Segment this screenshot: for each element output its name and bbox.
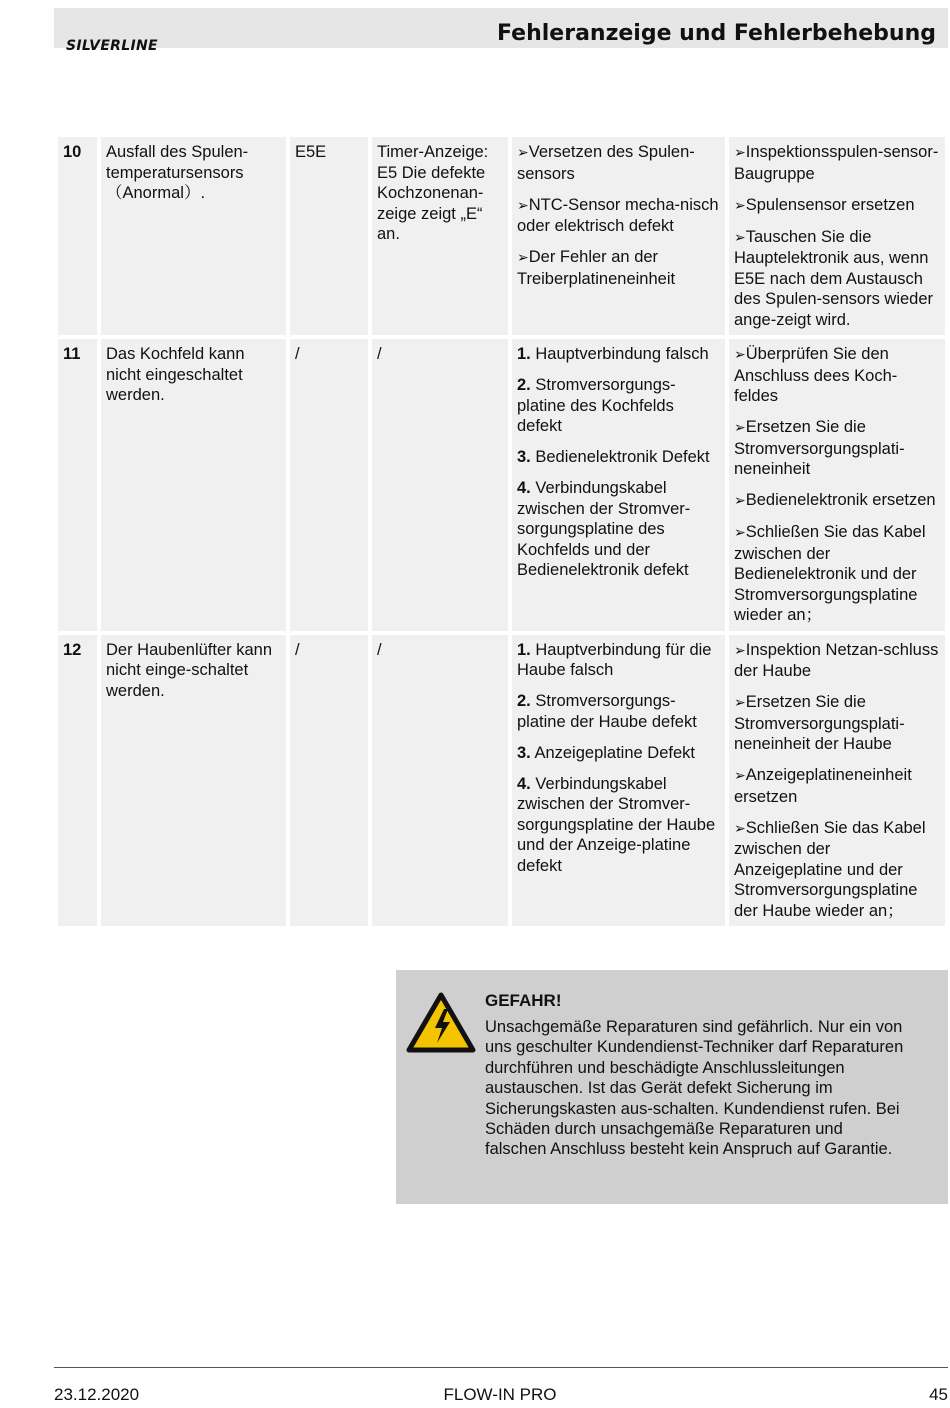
- table-row: [58, 339, 945, 631]
- solution-item: [734, 692, 941, 755]
- cause-item: [517, 774, 721, 877]
- arrow-bullet-icon: ➢: [734, 642, 746, 659]
- error-code: /: [290, 339, 368, 631]
- page-title: Fehleranzeige und Fehlerbehebung: [497, 21, 936, 46]
- cause-item: [517, 375, 721, 437]
- arrow-bullet-icon: ➢: [734, 493, 746, 509]
- arrow-bullet-icon: ➢: [517, 250, 529, 266]
- row-number: 11: [58, 339, 97, 631]
- possible-causes: [512, 339, 725, 631]
- cause-item: [517, 142, 721, 184]
- item-text: Inspektionsspulen-sensor-Baugruppe: [734, 143, 939, 183]
- table-row: [58, 635, 945, 927]
- item-text: Stromversorgungs-platine des Kochfelds defekt: [517, 376, 676, 435]
- fault-description: Ausfall des Spulen-temperatursensors （Anormal）.: [101, 137, 286, 335]
- error-code: E5E: [290, 137, 368, 335]
- item-text: Bedienelektronik Defekt: [535, 448, 710, 466]
- cause-item: [517, 478, 721, 581]
- item-text: Versetzen des Spulen-sensors: [517, 143, 695, 183]
- display-indication: Timer-Anzeige: E5 Die defekte Kochzonenan-zeige zeigt „E“ an.: [372, 137, 508, 335]
- possible-causes: [512, 635, 725, 927]
- possible-causes: [512, 137, 725, 335]
- brand-logo: SILVERLINE: [66, 38, 158, 54]
- arrow-bullet-icon: ➢: [517, 145, 529, 161]
- footer-divider: [54, 1367, 948, 1368]
- item-text: Anzeigeplatineneinheit ersetzen: [734, 766, 912, 806]
- fault-table: [54, 133, 949, 930]
- display-indication: /: [372, 339, 508, 631]
- fault-table-body: [58, 137, 945, 926]
- solution-item: [734, 142, 941, 184]
- danger-title: GEFAHR!: [485, 991, 562, 1010]
- arrow-bullet-icon: ➢: [734, 820, 746, 837]
- arrow-bullet-icon: ➢: [734, 420, 746, 436]
- cause-item: [517, 691, 721, 732]
- item-number: 1.: [517, 345, 531, 363]
- arrow-bullet-icon: ➢: [517, 197, 529, 214]
- item-text: Spulensensor ersetzen: [745, 195, 915, 214]
- cause-item: [517, 195, 721, 237]
- item-text: Anzeigeplatine Defekt: [534, 743, 695, 762]
- page-number: 45: [929, 1385, 948, 1404]
- cause-item: [517, 743, 721, 764]
- row-number: 10: [58, 137, 97, 335]
- item-text: Der Fehler an der Treiberplatineneinheit: [517, 248, 676, 288]
- table-row: [58, 137, 945, 335]
- fault-description: Das Kochfeld kann nicht eingeschaltet werden.: [101, 339, 286, 631]
- header-bar: [54, 8, 948, 48]
- item-text: Verbindungskabel zwischen der Stromver-sorgungsplatine der Haube und der Anzeige-platine defekt: [517, 774, 716, 875]
- item-text: Inspektion Netzan-schluss der Haube: [734, 640, 939, 680]
- item-text: Schließen Sie das Kabel zwischen der Anzeigeplatine und der Stromversorgungsplatine der Haube wieder an；: [734, 818, 926, 920]
- item-number: 4.: [517, 774, 531, 793]
- item-text: Hauptverbindung falsch: [535, 345, 709, 363]
- item-number: 2.: [517, 692, 531, 710]
- arrow-bullet-icon: ➢: [734, 525, 746, 541]
- arrow-bullet-icon: ➢: [734, 197, 746, 214]
- cause-item: [517, 247, 721, 289]
- item-text: Bedienelektronik ersetzen: [745, 491, 936, 509]
- item-text: Ersetzen Sie die Stromversorgungsplati-neneinheit der Haube: [734, 693, 905, 753]
- solution-item: [734, 640, 941, 682]
- high-voltage-warning-icon: [406, 992, 476, 1054]
- error-code: /: [290, 635, 368, 927]
- row-number: 12: [58, 635, 97, 927]
- item-text: Ersetzen Sie die Stromversorgungsplati-neneinheit: [734, 418, 905, 478]
- solution-item: [734, 417, 941, 480]
- danger-notice: [396, 970, 948, 1204]
- cause-item: [517, 640, 721, 681]
- solution-item: [734, 227, 941, 331]
- solutions: [729, 137, 945, 335]
- item-number: 4.: [517, 479, 531, 497]
- fault-description: Der Haubenlüfter kann nicht einge-schaltet werden.: [101, 635, 286, 927]
- item-text: Hauptverbindung für die Haube falsch: [517, 640, 712, 679]
- cause-item: [517, 447, 721, 468]
- solution-item: [734, 765, 941, 807]
- danger-text: Unsachgemäße Reparaturen sind gefährlich. Nur ein von uns geschulter Kundendienst-Techniker darf Reparaturen durchführen und beschädigte Anschlussleitungen austauschen. Ist das Gerät defekt Sicherung im Sicherungskasten aus-schalten. Kundendienst rufen. Bei Schäden durch unsachgemäße Reparaturen und falschen Anschluss besteht kein Anspruch auf Garantie.: [485, 1018, 904, 1159]
- footer-model: FLOW-IN PRO: [443, 1385, 557, 1404]
- item-text: Verbindungskabel zwischen der Stromver-sorgungsplatine des Kochfelds und der Bedienelektronik defekt: [517, 479, 691, 579]
- item-text: Schließen Sie das Kabel zwischen der Bedienelektronik und der Stromversorgungsplatine wieder an；: [734, 523, 926, 624]
- arrow-bullet-icon: ➢: [734, 768, 746, 784]
- footer-date: 23.12.2020: [54, 1385, 140, 1404]
- item-number: 3.: [517, 743, 531, 762]
- solution-item: [734, 490, 941, 512]
- arrow-bullet-icon: ➢: [734, 145, 746, 161]
- item-text: NTC-Sensor mecha-nisch oder elektrisch defekt: [517, 195, 719, 235]
- item-text: Überprüfen Sie den Anschluss dees Koch-feldes: [734, 345, 898, 405]
- item-text: Tauschen Sie die Hauptelektronik aus, wenn E5E nach dem Austausch des Spulen-sensors wieder ange-zeigt wird.: [734, 227, 934, 329]
- arrow-bullet-icon: ➢: [734, 229, 746, 246]
- cause-item: [517, 344, 721, 365]
- display-indication: /: [372, 635, 508, 927]
- item-number: 2.: [517, 376, 531, 394]
- solution-item: [734, 818, 941, 922]
- item-number: 1.: [517, 640, 531, 659]
- item-number: 3.: [517, 448, 531, 466]
- solution-item: [734, 344, 941, 407]
- arrow-bullet-icon: ➢: [734, 695, 746, 711]
- arrow-bullet-icon: ➢: [734, 347, 746, 363]
- solutions: [729, 339, 945, 631]
- solution-item: [734, 522, 941, 626]
- solution-item: [734, 195, 941, 217]
- item-text: Stromversorgungs-platine der Haube defekt: [517, 692, 697, 731]
- solutions: [729, 635, 945, 927]
